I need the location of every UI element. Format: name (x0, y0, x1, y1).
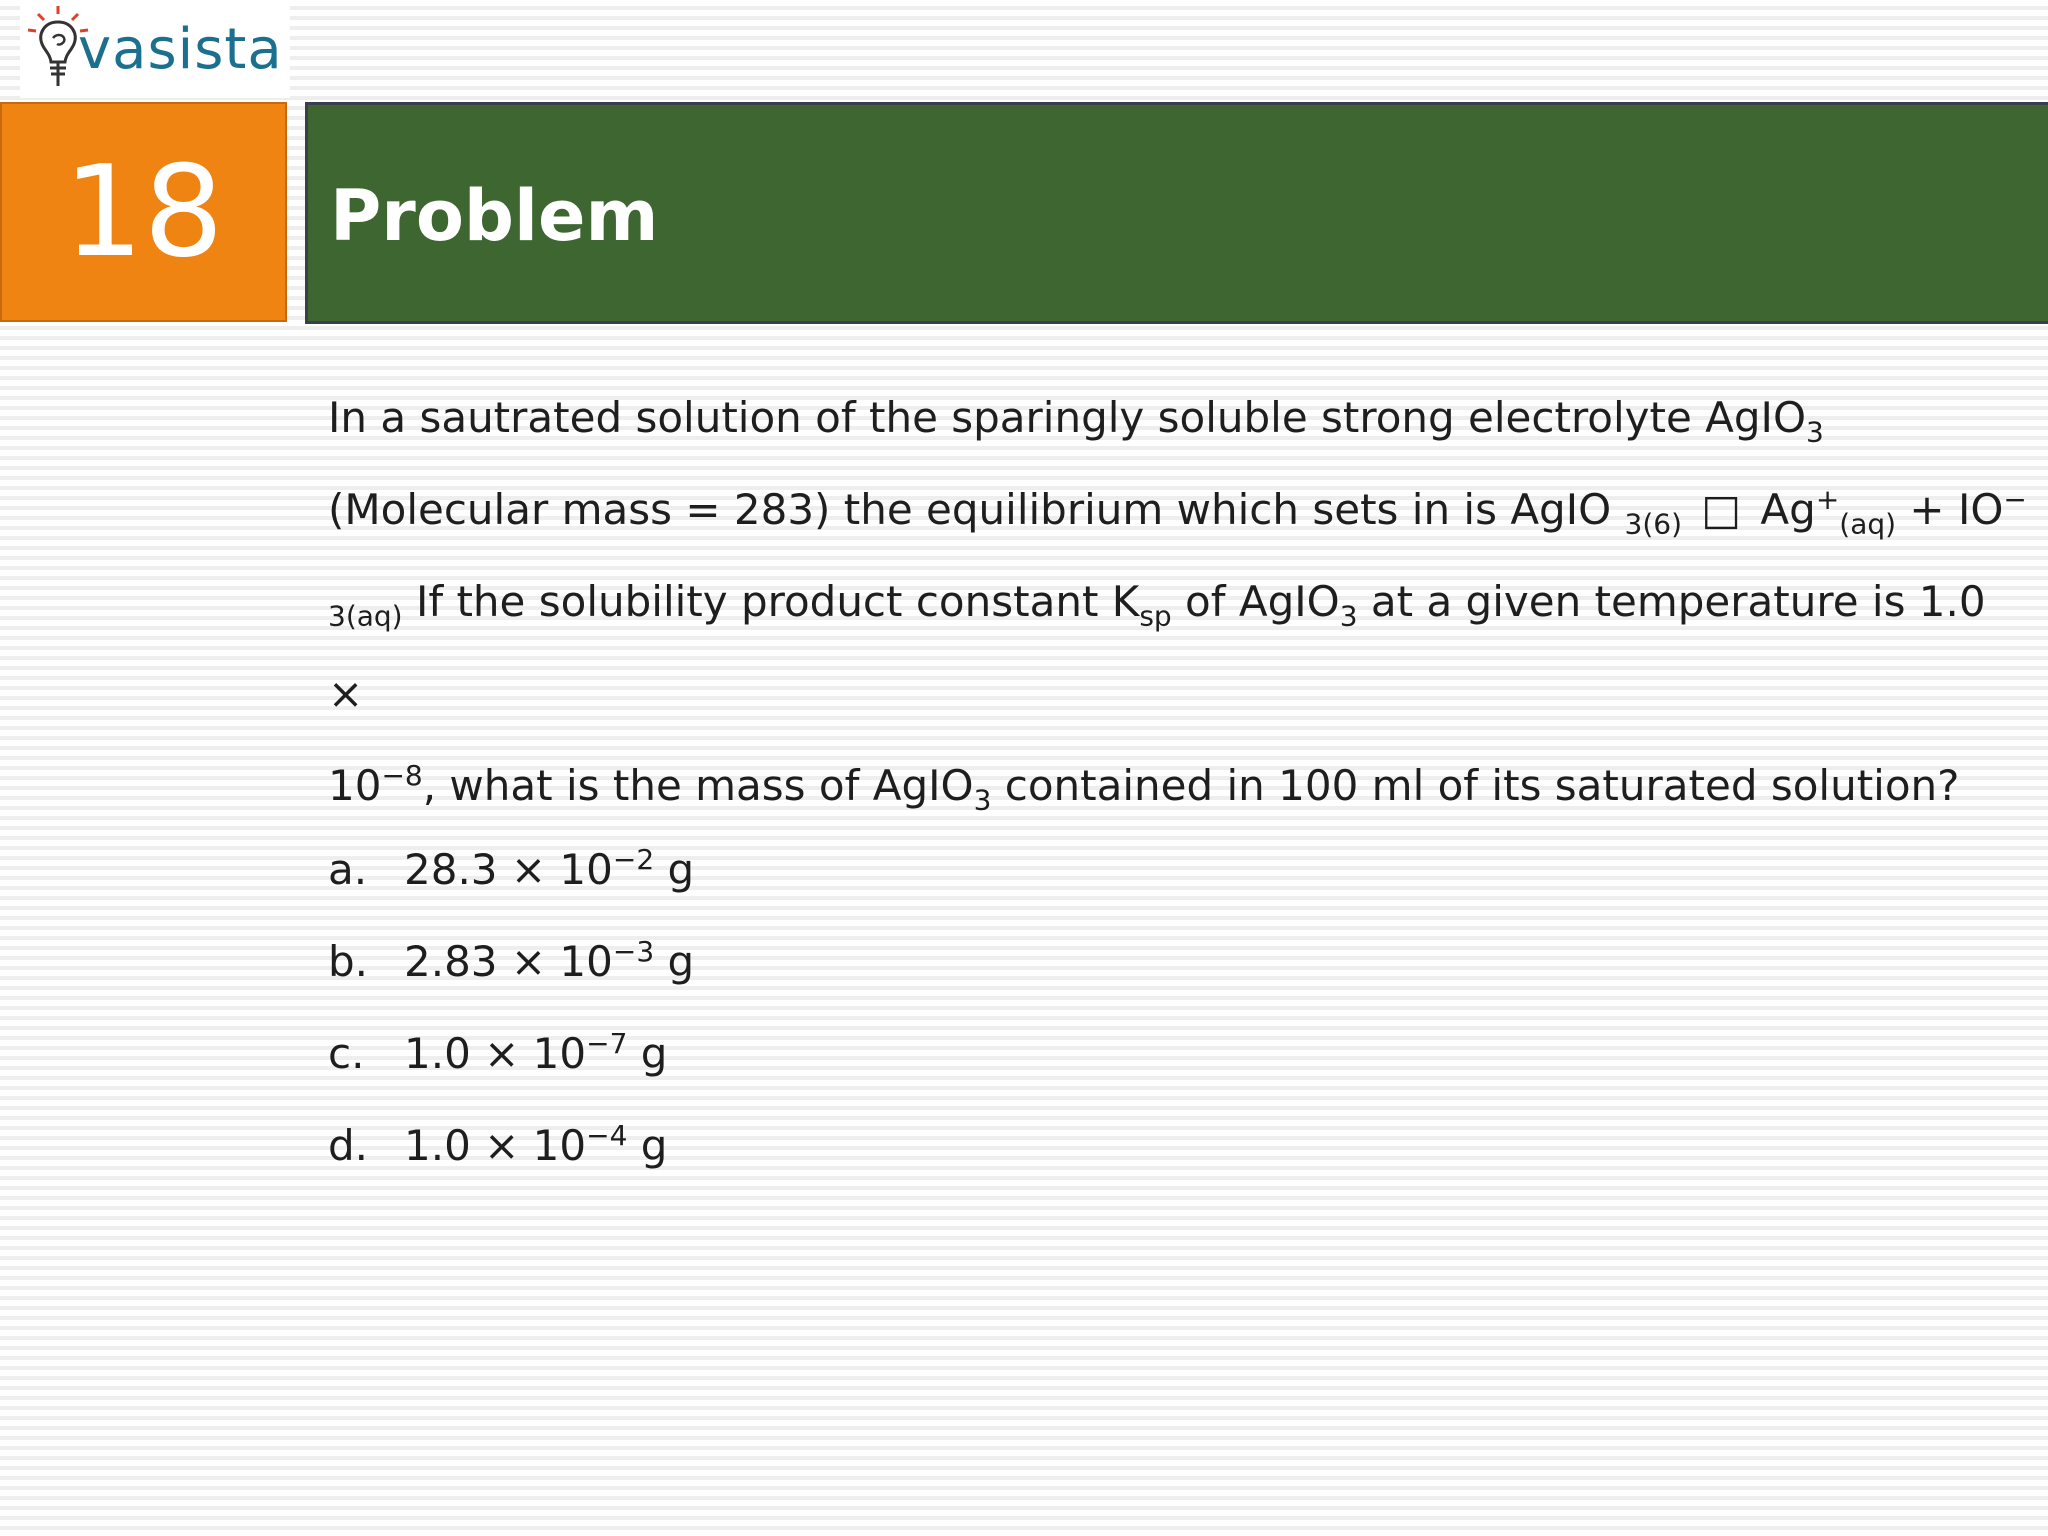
subscript: sp (1139, 599, 1172, 633)
superscript: −8 (381, 759, 423, 792)
option-exponent: −4 (586, 1119, 628, 1152)
option-d[interactable] (328, 1100, 694, 1192)
option-a[interactable] (328, 824, 694, 916)
question-line4: , what is the mass of AgIO (422, 761, 974, 810)
option-unit: g (627, 1121, 668, 1170)
option-letter: a. (328, 845, 368, 894)
subscript: 3 (973, 783, 992, 817)
option-letter: b. (328, 937, 369, 986)
option-exponent: −2 (612, 843, 655, 876)
logo-text: vasista (78, 17, 283, 82)
subscript: 3(6) (1624, 507, 1682, 541)
question-line4-ten: 10 (328, 761, 382, 810)
vasista-logo (20, 0, 290, 98)
subscript: 3 (1806, 415, 1824, 449)
subscript: 3(aq) (328, 599, 403, 633)
option-value: 1.0 × 10 (404, 1029, 587, 1078)
question-line4b: contained in 100 ml of its saturated solution? (991, 761, 1960, 810)
option-letter: c. (328, 1029, 365, 1078)
question-line3c: at a given temperature is 1.0 × (328, 577, 1986, 718)
question-line1: In a sautrated solution of the sparingly soluble strong electrolyte AgIO (328, 393, 1806, 442)
option-unit: g (654, 937, 695, 986)
option-unit: g (654, 845, 695, 894)
option-b[interactable] (328, 916, 694, 1008)
equilibrium-arrow-placeholder-icon: □ (1701, 485, 1742, 534)
option-value: 2.83 × 10 (404, 937, 613, 986)
option-exponent: −7 (586, 1027, 628, 1060)
title-bar (305, 102, 2048, 324)
subscript: (aq) (1839, 507, 1897, 541)
question-line3b: of AgIO (1171, 577, 1340, 626)
ag-ion: Ag (1760, 485, 1816, 534)
option-unit: g (627, 1029, 668, 1078)
slide-number-box (0, 102, 287, 322)
slide-number: 18 (63, 138, 224, 285)
io-ion: + IO (1896, 485, 2004, 534)
option-letter: d. (328, 1121, 369, 1170)
subscript: 3 (1339, 599, 1358, 633)
option-value: 28.3 × 10 (404, 845, 613, 894)
answer-options (328, 824, 694, 1192)
superscript: + (1815, 483, 1840, 516)
question-line2: (Molecular mass = 283) the equilibrium which sets in is AgIO (328, 485, 1625, 534)
question-text (328, 372, 2028, 832)
option-exponent: −3 (612, 935, 655, 968)
superscript: − (2003, 483, 2027, 516)
option-c[interactable] (328, 1008, 694, 1100)
option-value: 1.0 × 10 (404, 1121, 587, 1170)
question-line3: If the solubility product constant K (402, 577, 1140, 626)
slide-title: Problem (330, 175, 659, 257)
